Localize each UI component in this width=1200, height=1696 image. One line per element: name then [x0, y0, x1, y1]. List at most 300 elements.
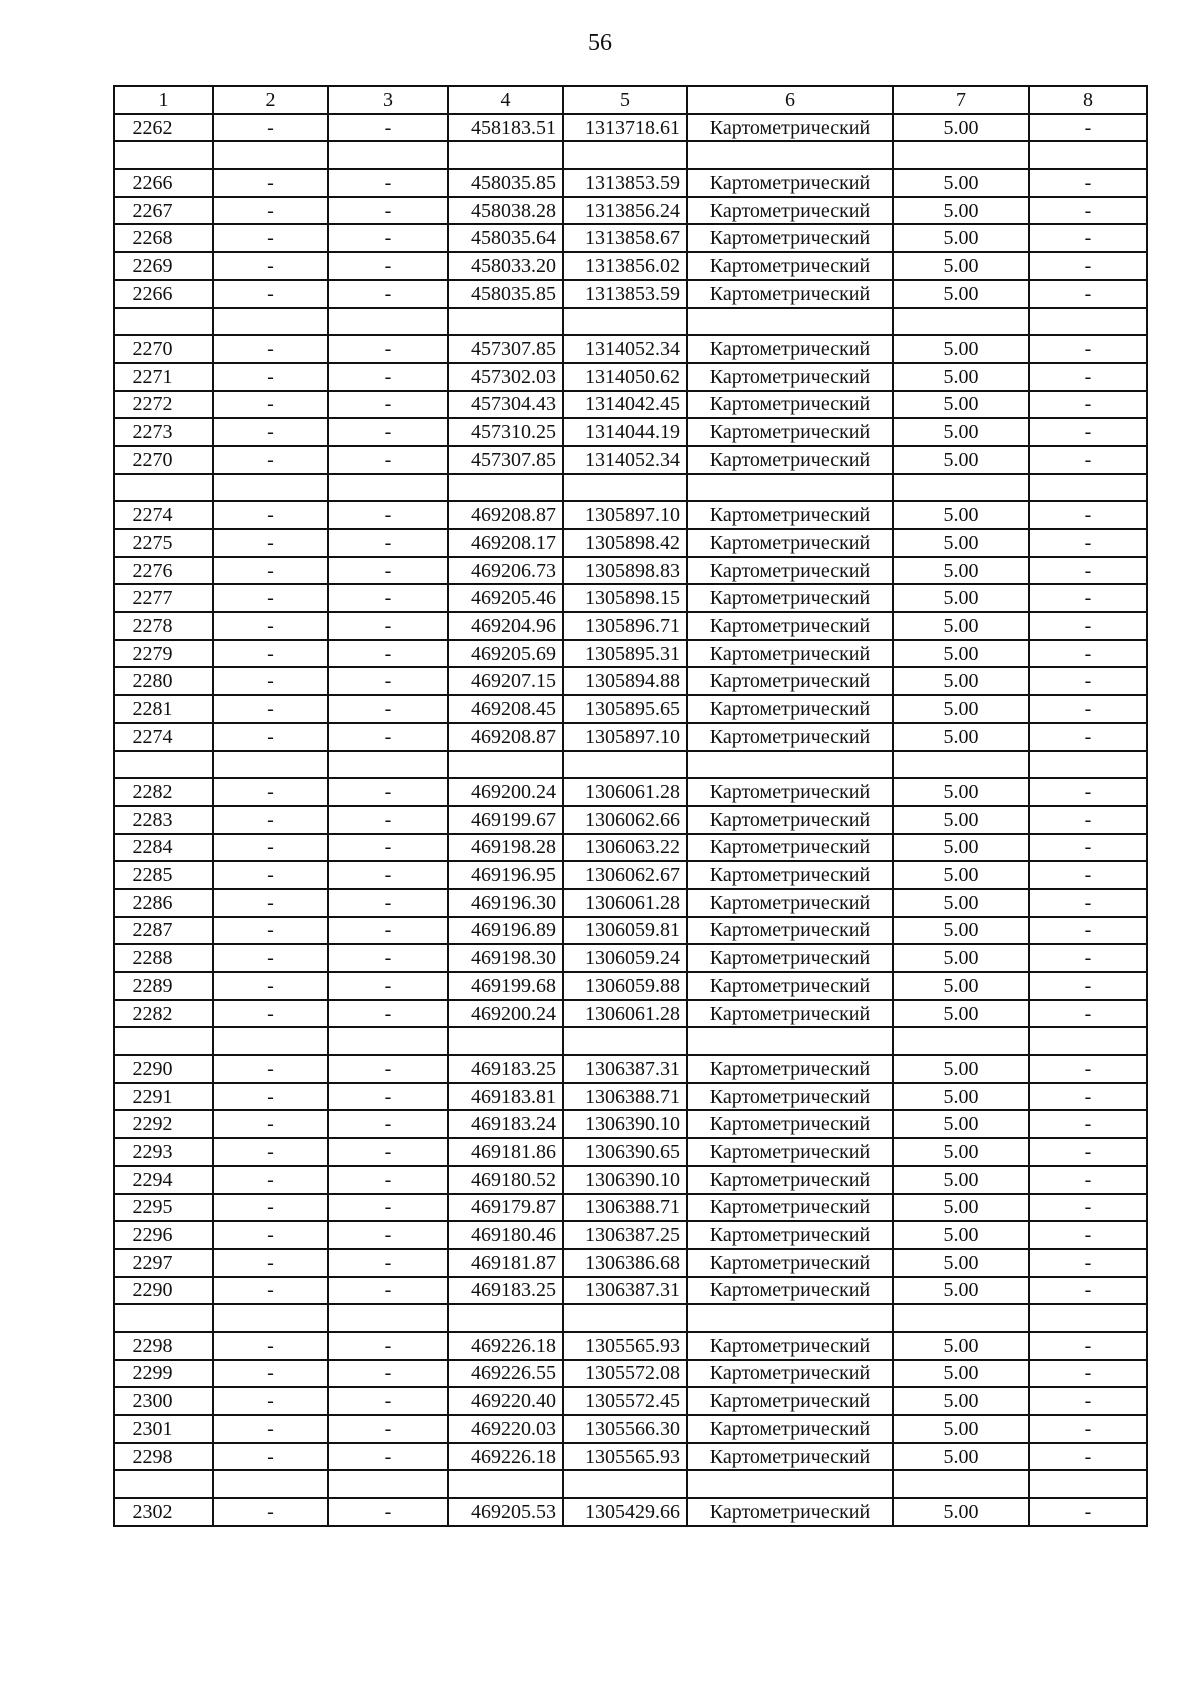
- cell-point-number: 2286: [114, 889, 213, 917]
- column-header: 2: [213, 86, 328, 114]
- cell-col-3-value: -: [328, 1055, 448, 1083]
- cell-x-coordinate: 469199.67: [448, 806, 563, 834]
- cell-col-2-value: [213, 474, 328, 502]
- cell-col-2-value: -: [213, 363, 328, 391]
- cell-point-number: 2280: [114, 667, 213, 695]
- cell-col-3-value: -: [328, 1277, 448, 1305]
- cell-col-2-value: -: [213, 778, 328, 806]
- cell-y-coordinate: [563, 1027, 687, 1055]
- cell-method: Картометрический: [687, 806, 893, 834]
- cell-accuracy: [893, 474, 1029, 502]
- cell-y-coordinate: 1305897.10: [563, 723, 687, 751]
- cell-col-2-value: -: [213, 806, 328, 834]
- cell-col-8-value: -: [1029, 224, 1147, 252]
- cell-x-coordinate: 469204.96: [448, 612, 563, 640]
- cell-col-3-value: -: [328, 584, 448, 612]
- cell-col-2-value: -: [213, 640, 328, 668]
- table-row: [114, 1470, 1147, 1498]
- cell-accuracy: 5.00: [893, 1194, 1029, 1222]
- cell-col-2-value: -: [213, 114, 328, 142]
- cell-col-8-value: -: [1029, 1443, 1147, 1471]
- cell-col-2-value: -: [213, 667, 328, 695]
- cell-method: Картометрический: [687, 224, 893, 252]
- cell-col-8-value: -: [1029, 1360, 1147, 1388]
- cell-col-2-value: -: [213, 695, 328, 723]
- table-row: [114, 1194, 1147, 1222]
- cell-col-3-value: -: [328, 834, 448, 862]
- cell-accuracy: 5.00: [893, 1110, 1029, 1138]
- cell-y-coordinate: 1314050.62: [563, 363, 687, 391]
- cell-col-2-value: -: [213, 1000, 328, 1028]
- cell-method: Картометрический: [687, 667, 893, 695]
- cell-point-number: 2299: [114, 1360, 213, 1388]
- cell-col-3-value: -: [328, 806, 448, 834]
- cell-method: Картометрический: [687, 1415, 893, 1443]
- table-row: [114, 917, 1147, 945]
- cell-point-number: 2298: [114, 1332, 213, 1360]
- cell-point-number: [114, 308, 213, 336]
- cell-method: Картометрический: [687, 1110, 893, 1138]
- table-row: [114, 1415, 1147, 1443]
- cell-col-3-value: -: [328, 944, 448, 972]
- column-header: 6: [687, 86, 893, 114]
- cell-accuracy: 5.00: [893, 224, 1029, 252]
- cell-accuracy: 5.00: [893, 280, 1029, 308]
- cell-method: Картометрический: [687, 1249, 893, 1277]
- table-row: [114, 612, 1147, 640]
- cell-accuracy: [893, 141, 1029, 169]
- cell-col-2-value: -: [213, 584, 328, 612]
- cell-accuracy: 5.00: [893, 557, 1029, 585]
- cell-col-2-value: -: [213, 1055, 328, 1083]
- table-row: [114, 363, 1147, 391]
- cell-point-number: 2283: [114, 806, 213, 834]
- cell-point-number: 2274: [114, 723, 213, 751]
- cell-point-number: 2302: [114, 1498, 213, 1526]
- cell-col-3-value: [328, 1470, 448, 1498]
- cell-point-number: 2292: [114, 1110, 213, 1138]
- column-header: 1: [114, 86, 213, 114]
- cell-col-8-value: -: [1029, 1166, 1147, 1194]
- cell-col-2-value: [213, 141, 328, 169]
- cell-col-8-value: -: [1029, 1110, 1147, 1138]
- cell-col-2-value: -: [213, 1083, 328, 1111]
- cell-col-2-value: -: [213, 1387, 328, 1415]
- cell-method: Картометрический: [687, 1332, 893, 1360]
- cell-col-8-value: -: [1029, 944, 1147, 972]
- cell-col-2-value: -: [213, 834, 328, 862]
- table-row: [114, 972, 1147, 1000]
- table-row: [114, 252, 1147, 280]
- cell-point-number: 2272: [114, 391, 213, 419]
- cell-point-number: 2270: [114, 446, 213, 474]
- cell-col-8-value: -: [1029, 363, 1147, 391]
- cell-accuracy: 5.00: [893, 723, 1029, 751]
- cell-y-coordinate: 1306390.10: [563, 1110, 687, 1138]
- table-row: [114, 529, 1147, 557]
- cell-x-coordinate: 469181.86: [448, 1138, 563, 1166]
- cell-point-number: 2269: [114, 252, 213, 280]
- cell-x-coordinate: 469205.46: [448, 584, 563, 612]
- cell-x-coordinate: 469208.87: [448, 501, 563, 529]
- table-row: [114, 335, 1147, 363]
- cell-method: Картометрический: [687, 917, 893, 945]
- table-row: [114, 1027, 1147, 1055]
- cell-accuracy: 5.00: [893, 1249, 1029, 1277]
- cell-x-coordinate: 469196.89: [448, 917, 563, 945]
- cell-col-3-value: [328, 141, 448, 169]
- cell-method: Картометрический: [687, 529, 893, 557]
- cell-point-number: 2270: [114, 335, 213, 363]
- cell-col-2-value: -: [213, 889, 328, 917]
- cell-point-number: [114, 1027, 213, 1055]
- cell-accuracy: 5.00: [893, 972, 1029, 1000]
- cell-col-8-value: -: [1029, 584, 1147, 612]
- cell-accuracy: 5.00: [893, 917, 1029, 945]
- cell-col-3-value: -: [328, 418, 448, 446]
- cell-x-coordinate: 457302.03: [448, 363, 563, 391]
- cell-col-2-value: [213, 1027, 328, 1055]
- cell-method: Картометрический: [687, 889, 893, 917]
- cell-point-number: [114, 751, 213, 779]
- cell-y-coordinate: 1306061.28: [563, 778, 687, 806]
- table-row: [114, 723, 1147, 751]
- cell-y-coordinate: 1305565.93: [563, 1443, 687, 1471]
- cell-col-2-value: -: [213, 723, 328, 751]
- cell-accuracy: 5.00: [893, 1277, 1029, 1305]
- cell-y-coordinate: 1306063.22: [563, 834, 687, 862]
- cell-accuracy: 5.00: [893, 1166, 1029, 1194]
- cell-y-coordinate: 1306059.88: [563, 972, 687, 1000]
- cell-col-2-value: -: [213, 1249, 328, 1277]
- cell-col-8-value: [1029, 1470, 1147, 1498]
- cell-accuracy: 5.00: [893, 1221, 1029, 1249]
- cell-x-coordinate: 458035.64: [448, 224, 563, 252]
- cell-y-coordinate: 1306386.68: [563, 1249, 687, 1277]
- cell-method: Картометрический: [687, 1498, 893, 1526]
- table-header: [114, 86, 1147, 114]
- cell-method: Картометрический: [687, 1360, 893, 1388]
- cell-y-coordinate: 1305894.88: [563, 667, 687, 695]
- table-row: [114, 474, 1147, 502]
- cell-x-coordinate: 469180.46: [448, 1221, 563, 1249]
- cell-col-2-value: -: [213, 252, 328, 280]
- cell-col-8-value: [1029, 1304, 1147, 1332]
- table-body: [114, 114, 1147, 1526]
- cell-col-2-value: [213, 751, 328, 779]
- cell-col-8-value: -: [1029, 1249, 1147, 1277]
- cell-col-3-value: -: [328, 1360, 448, 1388]
- cell-col-2-value: -: [213, 1221, 328, 1249]
- cell-method: Картометрический: [687, 1194, 893, 1222]
- cell-point-number: 2262: [114, 114, 213, 142]
- cell-method: Картометрический: [687, 1387, 893, 1415]
- cell-accuracy: 5.00: [893, 667, 1029, 695]
- cell-col-3-value: -: [328, 557, 448, 585]
- cell-y-coordinate: 1306390.10: [563, 1166, 687, 1194]
- cell-point-number: 2267: [114, 197, 213, 225]
- table-row: [114, 751, 1147, 779]
- cell-point-number: 2301: [114, 1415, 213, 1443]
- table-row: [114, 1277, 1147, 1305]
- cell-accuracy: 5.00: [893, 695, 1029, 723]
- cell-method: Картометрический: [687, 501, 893, 529]
- cell-y-coordinate: 1306387.25: [563, 1221, 687, 1249]
- cell-col-8-value: -: [1029, 1498, 1147, 1526]
- cell-x-coordinate: 469208.17: [448, 529, 563, 557]
- cell-col-2-value: -: [213, 1138, 328, 1166]
- cell-col-8-value: -: [1029, 252, 1147, 280]
- table-row: [114, 169, 1147, 197]
- cell-x-coordinate: 469226.18: [448, 1443, 563, 1471]
- cell-method: Картометрический: [687, 280, 893, 308]
- cell-y-coordinate: 1313853.59: [563, 169, 687, 197]
- cell-accuracy: 5.00: [893, 584, 1029, 612]
- cell-accuracy: 5.00: [893, 861, 1029, 889]
- cell-y-coordinate: 1314042.45: [563, 391, 687, 419]
- cell-accuracy: 5.00: [893, 1055, 1029, 1083]
- cell-y-coordinate: 1306061.28: [563, 1000, 687, 1028]
- cell-x-coordinate: 457307.85: [448, 335, 563, 363]
- cell-col-2-value: -: [213, 197, 328, 225]
- cell-x-coordinate: [448, 308, 563, 336]
- cell-method: Картометрический: [687, 1000, 893, 1028]
- cell-y-coordinate: [563, 1304, 687, 1332]
- cell-method: Картометрический: [687, 695, 893, 723]
- cell-point-number: 2281: [114, 695, 213, 723]
- cell-x-coordinate: 469205.69: [448, 640, 563, 668]
- table-row: [114, 1332, 1147, 1360]
- cell-y-coordinate: 1306059.81: [563, 917, 687, 945]
- cell-col-8-value: -: [1029, 723, 1147, 751]
- cell-point-number: 2282: [114, 1000, 213, 1028]
- cell-accuracy: 5.00: [893, 1360, 1029, 1388]
- cell-x-coordinate: 469205.53: [448, 1498, 563, 1526]
- cell-y-coordinate: 1306388.71: [563, 1083, 687, 1111]
- table-row: [114, 640, 1147, 668]
- cell-point-number: 2266: [114, 280, 213, 308]
- table-row: [114, 1387, 1147, 1415]
- cell-col-8-value: -: [1029, 972, 1147, 1000]
- cell-point-number: 2291: [114, 1083, 213, 1111]
- cell-point-number: [114, 1470, 213, 1498]
- cell-col-3-value: -: [328, 667, 448, 695]
- cell-x-coordinate: 469183.81: [448, 1083, 563, 1111]
- cell-col-3-value: -: [328, 1249, 448, 1277]
- cell-point-number: 2289: [114, 972, 213, 1000]
- cell-accuracy: 5.00: [893, 1498, 1029, 1526]
- cell-point-number: 2290: [114, 1277, 213, 1305]
- cell-col-8-value: -: [1029, 612, 1147, 640]
- cell-col-3-value: -: [328, 612, 448, 640]
- cell-x-coordinate: 469183.24: [448, 1110, 563, 1138]
- table-row: [114, 114, 1147, 142]
- cell-col-8-value: -: [1029, 1055, 1147, 1083]
- coordinates-table: [113, 85, 1148, 1527]
- cell-accuracy: 5.00: [893, 1083, 1029, 1111]
- table-row: [114, 1304, 1147, 1332]
- cell-method: Картометрический: [687, 612, 893, 640]
- cell-point-number: 2290: [114, 1055, 213, 1083]
- cell-point-number: 2298: [114, 1443, 213, 1471]
- cell-method: [687, 474, 893, 502]
- cell-col-2-value: -: [213, 972, 328, 1000]
- cell-col-3-value: -: [328, 723, 448, 751]
- cell-col-8-value: [1029, 474, 1147, 502]
- cell-accuracy: 5.00: [893, 778, 1029, 806]
- cell-point-number: 2295: [114, 1194, 213, 1222]
- cell-col-3-value: [328, 1304, 448, 1332]
- cell-method: Картометрический: [687, 723, 893, 751]
- column-header: 5: [563, 86, 687, 114]
- cell-x-coordinate: 469226.55: [448, 1360, 563, 1388]
- cell-accuracy: 5.00: [893, 501, 1029, 529]
- cell-col-3-value: -: [328, 1498, 448, 1526]
- table-row: [114, 224, 1147, 252]
- cell-point-number: 2293: [114, 1138, 213, 1166]
- cell-point-number: 2300: [114, 1387, 213, 1415]
- cell-x-coordinate: 458038.28: [448, 197, 563, 225]
- cell-y-coordinate: 1314052.34: [563, 446, 687, 474]
- cell-col-2-value: -: [213, 557, 328, 585]
- cell-point-number: 2297: [114, 1249, 213, 1277]
- cell-point-number: 2279: [114, 640, 213, 668]
- cell-col-3-value: [328, 1027, 448, 1055]
- cell-y-coordinate: 1306388.71: [563, 1194, 687, 1222]
- cell-col-3-value: -: [328, 501, 448, 529]
- cell-col-8-value: [1029, 141, 1147, 169]
- cell-x-coordinate: 457310.25: [448, 418, 563, 446]
- cell-col-3-value: -: [328, 1443, 448, 1471]
- cell-method: Картометрический: [687, 169, 893, 197]
- cell-col-2-value: -: [213, 1110, 328, 1138]
- cell-y-coordinate: 1313856.02: [563, 252, 687, 280]
- cell-col-8-value: -: [1029, 446, 1147, 474]
- table-row: [114, 778, 1147, 806]
- cell-point-number: 2294: [114, 1166, 213, 1194]
- cell-x-coordinate: 458183.51: [448, 114, 563, 142]
- cell-col-2-value: [213, 308, 328, 336]
- cell-col-8-value: [1029, 751, 1147, 779]
- cell-y-coordinate: 1313853.59: [563, 280, 687, 308]
- cell-y-coordinate: [563, 308, 687, 336]
- cell-y-coordinate: 1313856.24: [563, 197, 687, 225]
- table-row: [114, 280, 1147, 308]
- cell-col-8-value: -: [1029, 280, 1147, 308]
- cell-point-number: 2268: [114, 224, 213, 252]
- cell-point-number: 2285: [114, 861, 213, 889]
- cell-col-2-value: -: [213, 1277, 328, 1305]
- cell-x-coordinate: [448, 1304, 563, 1332]
- cell-y-coordinate: 1314052.34: [563, 335, 687, 363]
- cell-y-coordinate: 1305572.08: [563, 1360, 687, 1388]
- cell-y-coordinate: [563, 141, 687, 169]
- cell-x-coordinate: 469183.25: [448, 1277, 563, 1305]
- table-row: [114, 1443, 1147, 1471]
- cell-col-2-value: [213, 1470, 328, 1498]
- cell-col-2-value: -: [213, 446, 328, 474]
- cell-method: Картометрический: [687, 391, 893, 419]
- cell-col-8-value: -: [1029, 667, 1147, 695]
- cell-col-8-value: [1029, 308, 1147, 336]
- cell-col-2-value: -: [213, 861, 328, 889]
- cell-method: Картометрический: [687, 944, 893, 972]
- cell-col-3-value: -: [328, 363, 448, 391]
- cell-accuracy: 5.00: [893, 335, 1029, 363]
- cell-point-number: 2276: [114, 557, 213, 585]
- cell-col-8-value: -: [1029, 1000, 1147, 1028]
- cell-col-3-value: [328, 308, 448, 336]
- cell-method: Картометрический: [687, 861, 893, 889]
- cell-y-coordinate: [563, 751, 687, 779]
- table-row: [114, 695, 1147, 723]
- cell-col-3-value: -: [328, 446, 448, 474]
- cell-col-8-value: -: [1029, 418, 1147, 446]
- cell-y-coordinate: 1305896.71: [563, 612, 687, 640]
- cell-method: Картометрический: [687, 1443, 893, 1471]
- cell-col-8-value: -: [1029, 501, 1147, 529]
- table-row: [114, 1055, 1147, 1083]
- cell-x-coordinate: 469181.87: [448, 1249, 563, 1277]
- cell-accuracy: 5.00: [893, 806, 1029, 834]
- cell-y-coordinate: 1305898.83: [563, 557, 687, 585]
- cell-y-coordinate: 1306387.31: [563, 1277, 687, 1305]
- cell-accuracy: [893, 308, 1029, 336]
- cell-y-coordinate: 1305897.10: [563, 501, 687, 529]
- table-row: [114, 1110, 1147, 1138]
- table-row: [114, 418, 1147, 446]
- cell-y-coordinate: 1306059.24: [563, 944, 687, 972]
- cell-y-coordinate: 1305566.30: [563, 1415, 687, 1443]
- cell-y-coordinate: 1305898.15: [563, 584, 687, 612]
- table-row: [114, 1083, 1147, 1111]
- cell-col-3-value: -: [328, 224, 448, 252]
- cell-y-coordinate: 1314044.19: [563, 418, 687, 446]
- cell-col-2-value: -: [213, 224, 328, 252]
- cell-point-number: 2266: [114, 169, 213, 197]
- cell-y-coordinate: 1305895.65: [563, 695, 687, 723]
- cell-col-8-value: -: [1029, 640, 1147, 668]
- cell-col-3-value: -: [328, 1166, 448, 1194]
- cell-x-coordinate: 469220.40: [448, 1387, 563, 1415]
- table-row: [114, 889, 1147, 917]
- cell-x-coordinate: [448, 1470, 563, 1498]
- cell-accuracy: 5.00: [893, 1138, 1029, 1166]
- cell-col-2-value: -: [213, 917, 328, 945]
- cell-col-3-value: -: [328, 197, 448, 225]
- cell-accuracy: 5.00: [893, 889, 1029, 917]
- cell-col-3-value: -: [328, 114, 448, 142]
- cell-col-2-value: -: [213, 501, 328, 529]
- cell-x-coordinate: 469200.24: [448, 1000, 563, 1028]
- cell-method: Картометрический: [687, 1055, 893, 1083]
- cell-point-number: 2271: [114, 363, 213, 391]
- table-row: [114, 1498, 1147, 1526]
- cell-point-number: [114, 474, 213, 502]
- cell-x-coordinate: 469220.03: [448, 1415, 563, 1443]
- cell-method: Картометрический: [687, 197, 893, 225]
- cell-accuracy: 5.00: [893, 1415, 1029, 1443]
- cell-col-2-value: -: [213, 1332, 328, 1360]
- cell-col-3-value: -: [328, 1138, 448, 1166]
- cell-col-3-value: -: [328, 889, 448, 917]
- cell-col-3-value: -: [328, 778, 448, 806]
- cell-method: Картометрический: [687, 114, 893, 142]
- header-row: [114, 86, 1147, 114]
- cell-method: Картометрический: [687, 1138, 893, 1166]
- cell-col-3-value: -: [328, 335, 448, 363]
- table-row: [114, 446, 1147, 474]
